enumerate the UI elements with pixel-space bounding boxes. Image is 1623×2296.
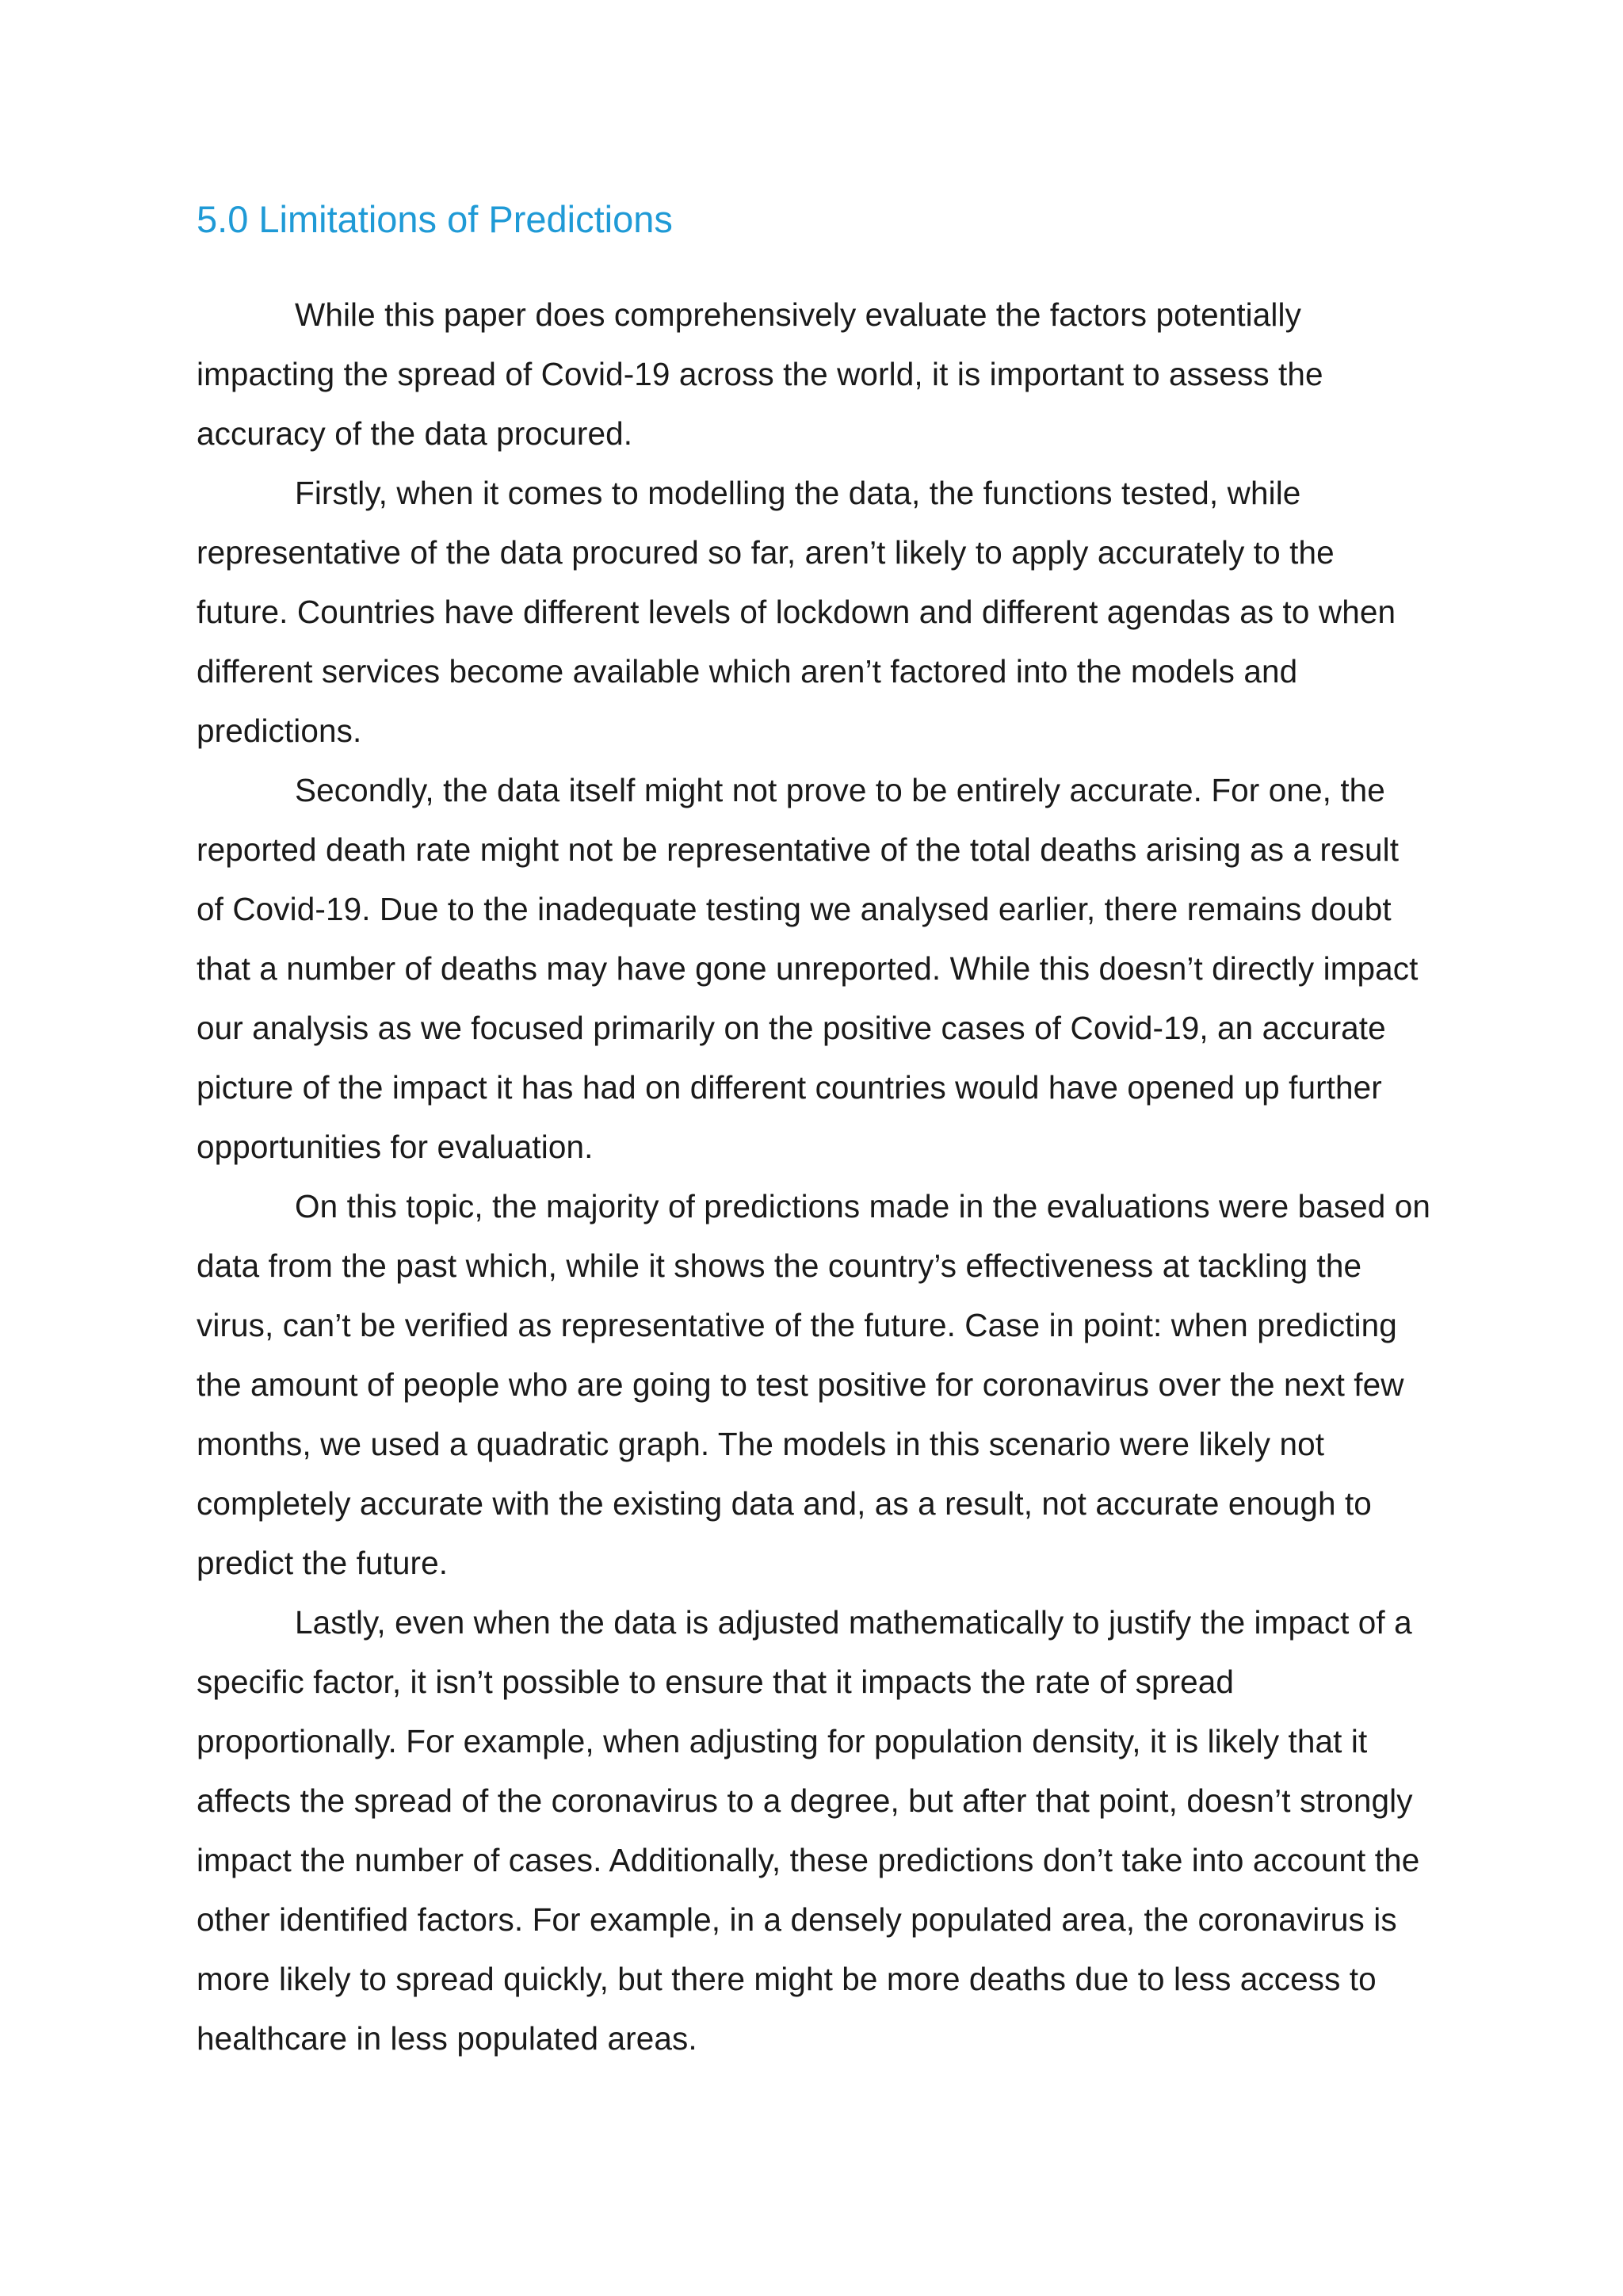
paragraph-past-data: On this topic, the majority of predictions made in the evaluations were based on data from the past which, while it shows the country’s effectiveness at tackling the virus, can’t be verified as representative of the future. Case in point: when predicting the amount of people who are going to test positive for coronavirus over the next few months, we used a quadratic graph. The models in this scenario were likely not completely accurate with the existing data and, as a result, not accurate enough to predict the future. (197, 1188, 1431, 1581)
paragraph-data-accuracy: Secondly, the data itself might not prove to be entirely accurate. For one, the reported death rate might not be representative of the total deaths arising as a result of Covid-19. Due to the inadequate testing we analysed earlier, there remains doubt that a number of deaths may have gone unreported. While this doesn’t directly impact our analysis as we focused primarily on the positive cases of Covid-19, an accurate picture of the impact it has had on different countries would have opened up further opportunities for evaluation. (197, 772, 1419, 1165)
paragraph-modelling: Firstly, when it comes to modelling the data, the functions tested, while representative of the data procured so far, aren’t likely to apply accurately to the future. Countries have different levels of lockdown and different agendas as to when different services become available which aren’t factored into the models and predictions. (197, 475, 1396, 749)
paragraph-adjustments: Lastly, even when the data is adjusted mathematically to justify the impact of a specific factor, it isn’t possible to ensure that it impacts the rate of spread proportionally. For example, when adjusting for population density, it is likely that it affects the spread of the coronavirus to a degree, but after that point, doesn’t strongly impact the number of cases. Additionally, these predictions don’t take into account the other identified factors. For example, in a densely populated area, the coronavirus is more likely to spread quickly, but there might be more deaths due to less access to healthcare in less populated areas. (197, 1604, 1420, 2057)
section-body (197, 193, 1434, 2069)
section-heading: 5.0 Limitations of Predictions (197, 198, 673, 240)
paragraph-intro: While this paper does comprehensively evaluate the factors potentially impacting the spread of Covid-19 across the world, it is important to assess the accuracy of the data procured. (197, 296, 1323, 452)
